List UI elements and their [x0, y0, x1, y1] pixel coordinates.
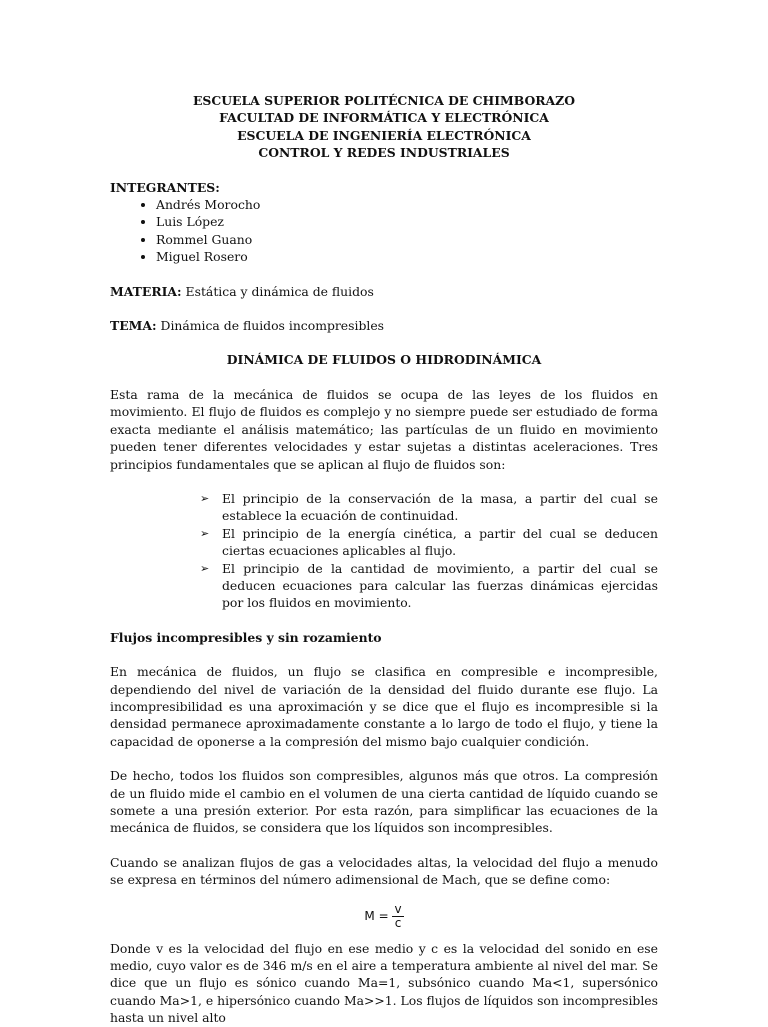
intro-paragraph: Esta rama de la mecánica de fluidos se ocupa de las leyes de los fluidos en movimiento. El flujo de fluidos es complejo y no siempre puede ser estudiado de forma exacta mediante el análisis matemático; las partículas de un fluido en movimiento pueden tener diferentes velocidades y estar sujetas a distintas aceleraciones. Tres principios fundamentales que se aplican al flujo de fluidos son:: [110, 386, 658, 472]
integrantes-label: INTEGRANTES:: [110, 179, 220, 195]
document-page: [110, 92, 658, 1027]
list-item: • Andrés Morocho: [156, 196, 658, 213]
materia-label: MATERIA:: [110, 283, 182, 299]
equation-numerator: v: [394, 901, 402, 916]
list-item: ➢ El principio de la cantidad de movimiento, a partir del cual se deducen ecuaciones para calcular las fuerzas dinámicas ejercidas por los fluidos en movimiento.: [200, 560, 658, 612]
mach-equation: [110, 903, 658, 930]
section-title: DINÁMICA DE FLUIDOS O HIDRODINÁMICA: [226, 352, 542, 368]
list-item: • Rommel Guano: [156, 231, 658, 248]
paragraph-compresible: En mecánica de fluidos, un flujo se clasifica en compresible e incompresible, dependiendo del nivel de variación de la densidad del fluido durante ese flujo. La incompresibilidad es una aproximación y se dice que el flujo es incompresible si la densidad permanece aproximadamente constante a lo largo de todo el flujo, y tiene la capacidad de oponerse a la compresión del mismo bajo cualquier condición.: [110, 664, 658, 749]
list-item: • Luis López: [156, 213, 658, 230]
header-line-1: ESCUELA SUPERIOR POLITÉCNICA DE CHIMBORAZO: [192, 93, 576, 108]
equation-lhs: M =: [364, 908, 389, 923]
tema-value: Dinámica de fluidos incompresibles: [156, 318, 385, 334]
subheading: Flujos incompresibles y sin rozamiento: [110, 629, 382, 645]
principles-list: [110, 490, 658, 612]
institution-header: [110, 92, 658, 162]
header-line-2: FACULTAD DE INFORMÁTICA Y ELECTRÓNICA: [219, 110, 549, 126]
list-item: • Miguel Rosero: [156, 248, 658, 265]
header-line-4: CONTROL Y REDES INDUSTRIALES: [258, 145, 510, 161]
header-line-3: ESCUELA DE INGENIERÍA ELECTRÓNICA: [237, 127, 531, 143]
integrantes-list: [110, 196, 658, 266]
materia-line: [110, 283, 658, 300]
list-item: ➢ El principio de la conservación de la masa, a partir del cual se establece la ecuación de continuidad.: [200, 490, 658, 525]
tema-label: TEMA:: [110, 318, 157, 334]
paragraph-mach: Cuando se analizan flujos de gas a velocidades altas, la velocidad del flujo a menudo se expresa en términos del número adimensional de Mach, que se define como:: [110, 854, 658, 888]
tema-line: [110, 317, 658, 334]
equation-fraction: [392, 903, 403, 930]
equation-denominator: c: [394, 915, 402, 930]
paragraph-compresion: De hecho, todos los fluidos son compresibles, algunos más que otros. La compresión de un fluido mide el cambio en el volumen de una cierta cantidad de líquido cuando se somete a una presión exterior. Por esta razón, para simplificar las ecuaciones de la mecánica de fluidos, se considera que los líquidos son incompresibles.: [110, 768, 658, 836]
paragraph-velocidad: Donde v es la velocidad del flujo en ese medio y c es la velocidad del sonido en ese medio, cuyo valor es de 346 m/s en el aire a temperatura ambiente al nivel del mar. Se dice que un flujo es sónico cuando Ma=1, subsónico cuando Ma<1, supersónico cuando Ma>1, e hipersónico cuando Ma>>1. Los flujos de líquidos son incompresibles hasta un nivel alto: [110, 940, 658, 1026]
list-item: ➢ El principio de la energía cinética, a partir del cual se deducen ciertas ecuaciones aplicables al flujo.: [200, 525, 658, 560]
materia-value: Estática y dinámica de fluidos: [181, 283, 374, 299]
